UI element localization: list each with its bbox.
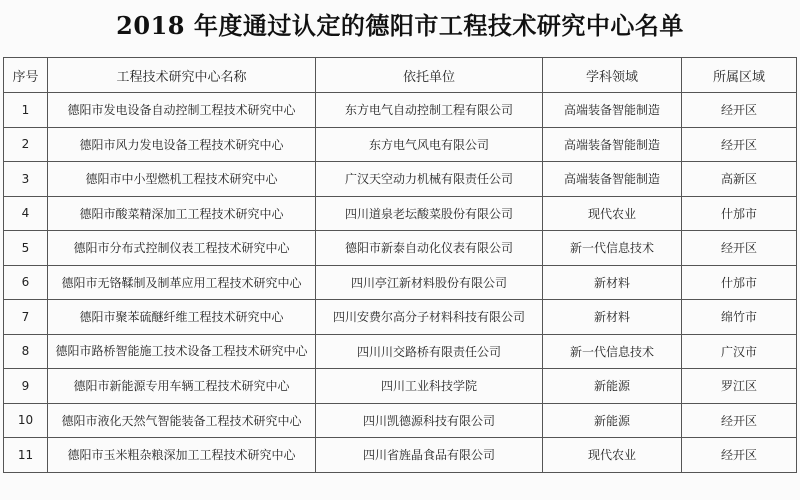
table-row <box>4 196 797 231</box>
cell-index: 6 <box>4 265 48 300</box>
table-row <box>4 127 797 162</box>
cell-host-unit: 东方电气自动控制工程有限公司 <box>316 93 543 128</box>
table-row <box>4 438 797 473</box>
cell-center-name: 德阳市聚苯硫醚纤维工程技术研究中心 <box>48 300 316 335</box>
cell-region: 经开区 <box>682 438 797 473</box>
table-row <box>4 265 797 300</box>
header-region: 所属区域 <box>682 58 797 93</box>
cell-host-unit: 四川亭江新材料股份有限公司 <box>316 265 543 300</box>
cell-host-unit: 四川省旌晶食品有限公司 <box>316 438 543 473</box>
research-center-table <box>3 57 797 473</box>
cell-host-unit: 四川川交路桥有限责任公司 <box>316 334 543 369</box>
table-row <box>4 334 797 369</box>
cell-host-unit: 广汉天空动力机械有限责任公司 <box>316 162 543 197</box>
cell-center-name: 德阳市新能源专用车辆工程技术研究中心 <box>48 369 316 404</box>
header-index: 序号 <box>4 58 48 93</box>
cell-index: 3 <box>4 162 48 197</box>
table-row <box>4 403 797 438</box>
cell-discipline: 新材料 <box>543 300 682 335</box>
cell-index: 9 <box>4 369 48 404</box>
table-row <box>4 369 797 404</box>
table-row <box>4 231 797 266</box>
cell-discipline: 新能源 <box>543 403 682 438</box>
cell-region: 绵竹市 <box>682 300 797 335</box>
table-header-row <box>4 58 797 93</box>
header-host-unit: 依托单位 <box>316 58 543 93</box>
cell-region: 广汉市 <box>682 334 797 369</box>
cell-region: 经开区 <box>682 127 797 162</box>
cell-index: 11 <box>4 438 48 473</box>
cell-region: 什邡市 <box>682 265 797 300</box>
cell-discipline: 现代农业 <box>543 196 682 231</box>
cell-center-name: 德阳市分布式控制仪表工程技术研究中心 <box>48 231 316 266</box>
cell-discipline: 新一代信息技术 <box>543 334 682 369</box>
cell-discipline: 高端装备智能制造 <box>543 127 682 162</box>
cell-host-unit: 四川工业科技学院 <box>316 369 543 404</box>
cell-host-unit: 四川凯德源科技有限公司 <box>316 403 543 438</box>
cell-region: 经开区 <box>682 93 797 128</box>
cell-center-name: 德阳市发电设备自动控制工程技术研究中心 <box>48 93 316 128</box>
cell-host-unit: 德阳市新泰自动化仪表有限公司 <box>316 231 543 266</box>
cell-discipline: 高端装备智能制造 <box>543 162 682 197</box>
cell-discipline: 高端装备智能制造 <box>543 93 682 128</box>
cell-discipline: 现代农业 <box>543 438 682 473</box>
table-row <box>4 162 797 197</box>
cell-center-name: 德阳市玉米粗杂粮深加工工程技术研究中心 <box>48 438 316 473</box>
cell-index: 10 <box>4 403 48 438</box>
cell-discipline: 新能源 <box>543 369 682 404</box>
cell-index: 2 <box>4 127 48 162</box>
cell-region: 经开区 <box>682 231 797 266</box>
cell-center-name: 德阳市液化天然气智能装备工程技术研究中心 <box>48 403 316 438</box>
cell-region: 罗江区 <box>682 369 797 404</box>
cell-index: 7 <box>4 300 48 335</box>
header-center-name: 工程技术研究中心名称 <box>48 58 316 93</box>
cell-host-unit: 四川安费尔高分子材料科技有限公司 <box>316 300 543 335</box>
cell-index: 1 <box>4 93 48 128</box>
document-title: 2018 年度通过认定的德阳市工程技术研究中心名单 <box>116 11 684 40</box>
cell-discipline: 新材料 <box>543 265 682 300</box>
cell-region: 经开区 <box>682 403 797 438</box>
table-row <box>4 300 797 335</box>
cell-discipline: 新一代信息技术 <box>543 231 682 266</box>
cell-index: 8 <box>4 334 48 369</box>
cell-region: 高新区 <box>682 162 797 197</box>
table-row <box>4 93 797 128</box>
cell-host-unit: 四川道泉老坛酸菜股份有限公司 <box>316 196 543 231</box>
cell-index: 4 <box>4 196 48 231</box>
cell-center-name: 德阳市无铬鞣制及制革应用工程技术研究中心 <box>48 265 316 300</box>
cell-center-name: 德阳市路桥智能施工技术设备工程技术研究中心 <box>48 334 316 369</box>
cell-index: 5 <box>4 231 48 266</box>
header-discipline: 学科领域 <box>543 58 682 93</box>
cell-region: 什邡市 <box>682 196 797 231</box>
cell-center-name: 德阳市中小型燃机工程技术研究中心 <box>48 162 316 197</box>
cell-center-name: 德阳市酸菜精深加工工程技术研究中心 <box>48 196 316 231</box>
cell-center-name: 德阳市风力发电设备工程技术研究中心 <box>48 127 316 162</box>
cell-host-unit: 东方电气风电有限公司 <box>316 127 543 162</box>
